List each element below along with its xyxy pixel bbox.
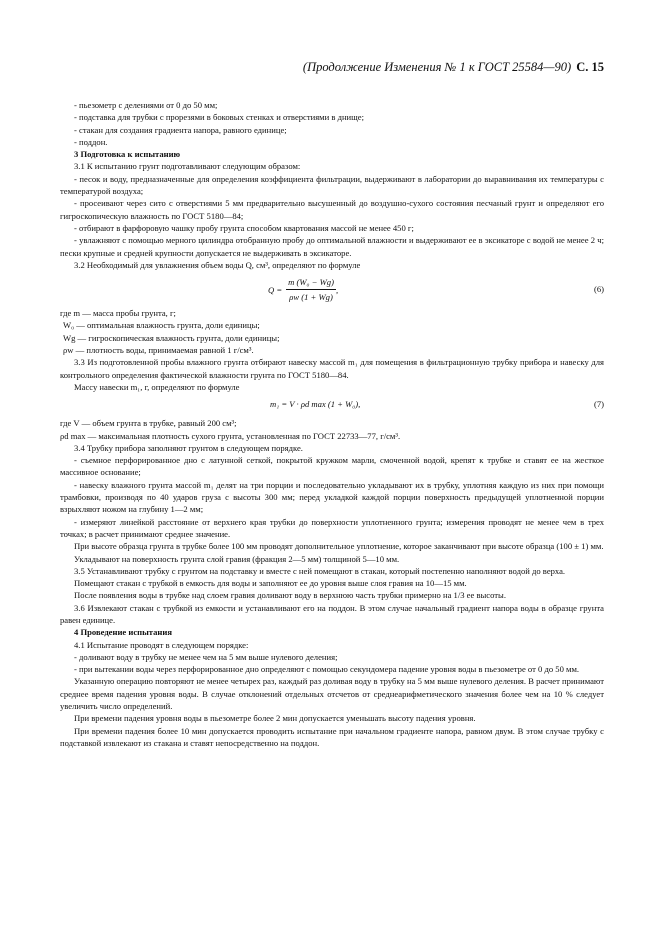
section-heading-3: 3 Подготовка к испытанию xyxy=(74,149,181,160)
paragraph-3-4: 3.4 Трубку прибора заполняют грунтом в следующем порядке. xyxy=(74,442,303,453)
list-item: - стакан для создания градиента напора, равного единице; xyxy=(74,124,287,135)
definition-line: Wg — гигроскопическая влажность грунта, доли единицы; xyxy=(63,332,280,343)
formula-6 xyxy=(60,274,604,304)
paragraph-4-1-b: - при вытекании воды через перфорированное дно определяют с помощью секундомера падение уровня воды в пьезометре от 0 до 50 мм. xyxy=(74,664,580,675)
paragraph-3-4-a: - съемное перфорированное дно с латунной сеткой, покрытой кружком марли, смоченной водой, крепят к трубке и ставят ее на жесткое массивное основание; xyxy=(60,455,604,478)
definition-line: ρw — плотность воды, принимаемая равной 1 г/см³. xyxy=(63,345,254,356)
document-body xyxy=(60,99,604,749)
formula-7-number: (7) xyxy=(593,399,604,410)
list-item: - пьезометр с делениями от 0 до 50 мм; xyxy=(74,100,218,110)
section-heading-4: 4 Проведение испытания xyxy=(74,627,172,638)
list-item: - поддон. xyxy=(74,136,108,147)
formula-6-denominator: ρw (1 + Wg) xyxy=(289,292,333,303)
paragraph-3-5-b: Помещают стакан с трубкой в емкость для воды и заполняют ее до уровня выше слоя гравия на 10—15 мм. xyxy=(74,578,467,589)
formula-6-numerator: m (W₀ − Wg) xyxy=(286,276,336,290)
paragraph-3-5: 3.5 Устанавливают трубку с грунтом на подставку и вместе с ней помещают в стакан, который постепенно наполняют водой до верха. xyxy=(74,565,566,576)
formula-6-lhs: Q = xyxy=(268,284,283,295)
formula-6-tail: , xyxy=(335,284,339,295)
paragraph-4-1: 4.1 Испытание проводят в следующем порядке: xyxy=(74,639,249,650)
page-header xyxy=(0,61,604,73)
paragraph-3-4-c: - измеряют линейкой расстояние от верхнего края трубки до поверхности уплотненного грунта; измерения проводят не менее чем в трех точках; в расчет принимают среднее значение. xyxy=(60,516,604,539)
paragraph-3-6: 3.6 Извлекают стакан с трубкой из емкости и устанавливают его на поддон. В этом случае начальный градиент напора воды в образце грунта равен единице. xyxy=(60,602,604,625)
paragraph-3-4-b: - навеску влажного грунта массой m₁ делят на три порции и последовательно укладывают их в трубку, уплотняя каждую из них при помощи трамбовки, производя по 40 ударов груза с высоты 300 мм; перед укладкой каждой порции поверхность предыдущей уплотненной порции взрыхляют ножом на глубину 1—2 мм; xyxy=(60,479,604,515)
paragraph-4-1-a: - доливают воду в трубку не менее чем на 5 мм выше нулевого деления; xyxy=(74,651,338,662)
formula-7-expression: m₁ = V · ρd max (1 + W₀), xyxy=(270,399,361,410)
paragraph-3-1-c: - отбирают в фарфоровую чашку пробу грунта способом квартования массой не менее 450 г; xyxy=(74,222,414,233)
paragraph-4-1-d: При времени падения уровня воды в пьезометре более 2 мин допускается уменьшать высоту падения уровня. xyxy=(74,713,476,724)
paragraph-3-3-b: Массу навески m₁, г, определяют по формуле xyxy=(74,381,240,392)
definition-line: где V — объем грунта в трубке, равный 200 см³; xyxy=(60,418,237,429)
paragraph-3-1: 3.1 К испытанию грунт подготавливают следующим образом: xyxy=(74,161,301,172)
paragraph-3-5-c: После появления воды в трубке над слоем гравия доливают воду в верхнюю часть трубки примерно на 1/3 ее высоты. xyxy=(74,590,506,601)
list-item: - подставка для трубки с прорезями в боковых стенках и отверстиями в днище; xyxy=(74,112,364,123)
paragraph-4-1-e: При времени падения более 10 мин допускается проводить испытание при начальном градиенте напора, равном двум. В этом случае трубку с подставкой извлекают из стакана и ставят непосредственно на поддон. xyxy=(60,725,604,748)
definition-line: ρd max — максимальная плотность сухого грунта, установленная по ГОСТ 22733—77, г/см³. xyxy=(60,430,401,441)
definition-line: W₀ — оптимальная влажность грунта, доли единицы; xyxy=(63,320,260,331)
formula-7-definitions xyxy=(60,417,604,442)
paragraph-3-3: 3.3 Из подготовленной пробы влажного грунта отбирают навеску массой m₁ для помещения в фильтрационную трубку прибора и навеску для контрольного определения фактической влажности грунта по ГОСТ 5180—84. xyxy=(60,357,604,380)
header-title: (Продолжение Изменения № 1 к ГОСТ 25584—90) xyxy=(302,60,572,74)
definition-line: где m — масса пробы грунта, г; xyxy=(60,308,176,319)
paragraph-3-4-e: Укладывают на поверхность грунта слой гравия (фракция 2—5 мм) толщиной 5—10 мм. xyxy=(74,553,400,564)
formula-6-definitions xyxy=(60,307,604,356)
paragraph-3-1-a: - песок и воду, предназначенные для определения коэффициента фильтрации, выдерживают в лаборатории до выравнивания их температуры с температурой воздуха; xyxy=(60,173,604,197)
formula-6-fraction xyxy=(286,276,339,304)
page-number: С. 15 xyxy=(576,60,604,74)
paragraph-4-1-c: Указанную операцию повторяют не менее четырех раз, каждый раз доливая воду в трубку на 5 мм выше нулевого деления. В расчет принимают среднее время падения уровня воды. В случае отклонений отдельных отсчетов от среднеарифметического значения более чем на 10 % следует увеличить число определений. xyxy=(60,676,604,712)
paragraph-3-4-d: При высоте образца грунта в трубке более 100 мм проводят дополнительное уплотнение, которое заканчивают при высоте образца (100 ± 1) мм. xyxy=(74,541,604,552)
formula-7 xyxy=(60,397,604,413)
paragraph-3-1-b: - просеивают через сито с отверстиями 5 мм предварительно высушенный до воздушно-сухого состояния песчаный грунт и определяют его гигроскопическую влажность по ГОСТ 5180—84; xyxy=(60,198,604,221)
paragraph-3-2: 3.2 Необходимый для увлажнения объем воды Q, см³, определяют по формуле xyxy=(74,259,361,270)
paragraph-3-1-d: - увлажняют с помощью мерного цилиндра отобранную пробу до оптимальной влажности и выдерживают ее в эксикаторе с водой не менее 2 ч; пески крупные и средней крупности допускается не выдерживать в эксикаторе. xyxy=(60,235,604,258)
formula-6-number: (6) xyxy=(593,284,604,295)
